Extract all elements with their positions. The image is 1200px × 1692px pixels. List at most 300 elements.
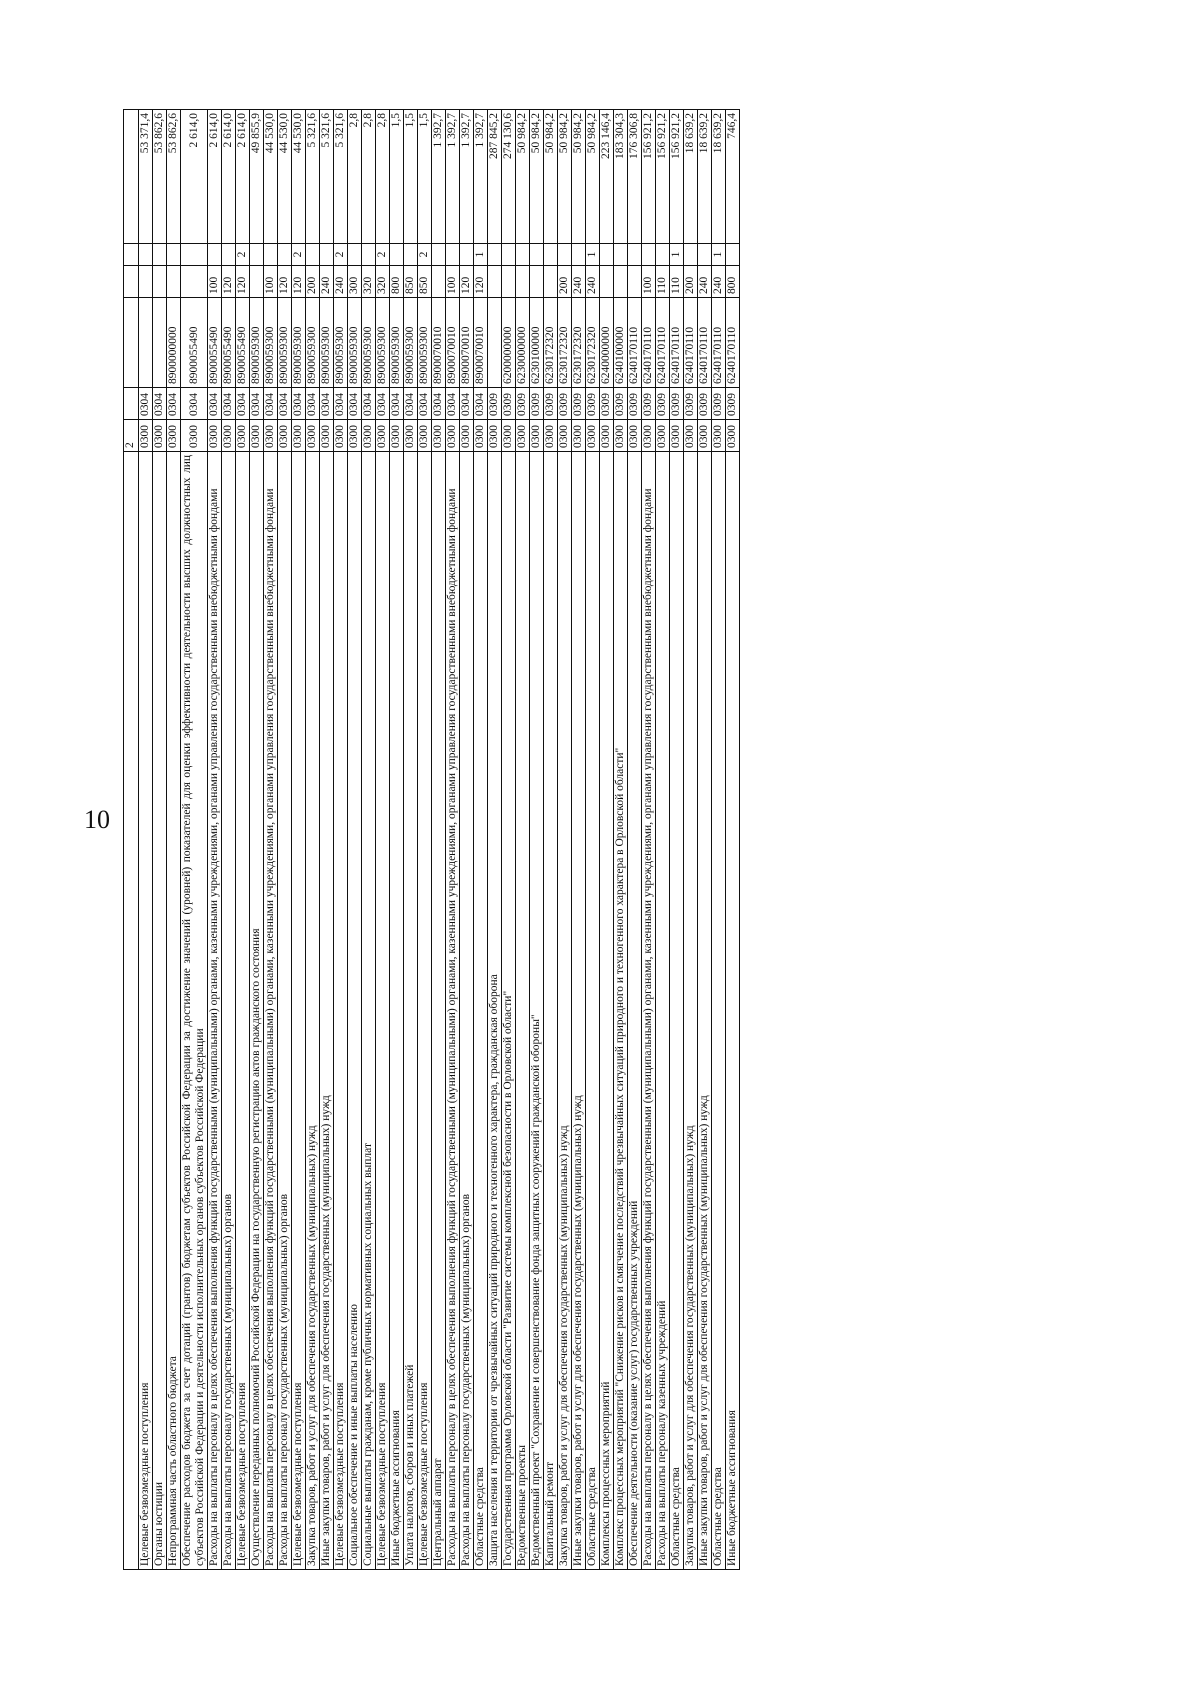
- table-row: [348, 110, 362, 1570]
- row-sum-cell: 5 321,6: [320, 110, 334, 244]
- row-section-cell: 0300: [432, 420, 446, 452]
- row-vr-cell: 800: [726, 266, 740, 298]
- row-mark-cell: [502, 244, 516, 266]
- row-sum-cell: 183 304,3: [614, 110, 628, 244]
- row-csr-cell: 8900055490: [236, 298, 250, 388]
- row-name-cell: Обеспечение деятельности (оказание услуг) государственных учреждений: [628, 452, 642, 1570]
- row-subsection-cell: 0309: [600, 388, 614, 420]
- row-csr-cell: 8900055490: [222, 298, 236, 388]
- row-subsection-cell: 0304: [390, 388, 404, 420]
- row-sum-cell: 1 392,7: [446, 110, 460, 244]
- row-vr-cell: [250, 266, 264, 298]
- row-mark-cell: [600, 244, 614, 266]
- row-section-cell: 0300: [544, 420, 558, 452]
- row-subsection-cell: 0304: [264, 388, 278, 420]
- row-mark-cell: [684, 244, 698, 266]
- row-section-cell: 0300: [348, 420, 362, 452]
- row-section-cell: 0300: [250, 420, 264, 452]
- row-subsection-cell: 0309: [656, 388, 670, 420]
- table-row: [418, 110, 432, 1570]
- row-section-cell: 0300: [600, 420, 614, 452]
- row-mark-cell: [446, 244, 460, 266]
- row-sum-cell: 746,4: [726, 110, 740, 244]
- row-vr-cell: 850: [404, 266, 418, 298]
- row-csr-cell: 6240000000: [600, 298, 614, 388]
- row-sum-cell: 2 614,0: [181, 110, 208, 244]
- row-sum-cell: 1,5: [404, 110, 418, 244]
- row-subsection-cell: 0304: [278, 388, 292, 420]
- row-sum-cell: 50 984,2: [558, 110, 572, 244]
- row-mark-cell: 2: [334, 244, 348, 266]
- row-vr-cell: 110: [670, 266, 684, 298]
- row-csr-cell: 8900070010: [432, 298, 446, 388]
- row-sum-cell: 44 530,0: [264, 110, 278, 244]
- row-subsection-cell: 0304: [362, 388, 376, 420]
- row-vr-cell: [530, 266, 544, 298]
- row-sum-cell: 18 639,2: [698, 110, 712, 244]
- row-sum-cell: 50 984,2: [544, 110, 558, 244]
- row-subsection-cell: 0309: [558, 388, 572, 420]
- row-subsection-cell: 0309: [698, 388, 712, 420]
- table-row: [628, 110, 642, 1570]
- row-section-cell: 0300: [628, 420, 642, 452]
- row-subsection-cell: 0309: [488, 388, 502, 420]
- table-row: [446, 110, 460, 1570]
- row-mark-cell: 2: [236, 244, 250, 266]
- row-sum-cell: 2 614,0: [236, 110, 250, 244]
- row-mark-cell: [516, 244, 530, 266]
- row-vr-cell: [139, 266, 153, 298]
- row-subsection-cell: 0309: [628, 388, 642, 420]
- row-name-cell: Закупка товаров, работ и услуг для обеспечения государственных (муниципальных) нужд: [684, 452, 698, 1570]
- row-csr-cell: 8900070010: [446, 298, 460, 388]
- row-sum-cell: 53 371,4: [139, 110, 153, 244]
- row-name-cell: Расходы на выплаты персоналу государственных (муниципальных) органов: [222, 452, 236, 1570]
- row-vr-cell: 240: [712, 266, 726, 298]
- row-csr-cell: 8900059300: [264, 298, 278, 388]
- row-vr-cell: 120: [460, 266, 474, 298]
- row-csr-cell: 6240170110: [628, 298, 642, 388]
- row-subsection-cell: 0304: [236, 388, 250, 420]
- row-subsection-cell: 0304: [153, 388, 167, 420]
- row-subsection-cell: 0309: [572, 388, 586, 420]
- row-csr-cell: 8900000000: [167, 298, 181, 388]
- row-csr-cell: 8900055490: [181, 298, 208, 388]
- row-csr-cell: [153, 298, 167, 388]
- row-vr-cell: 100: [264, 266, 278, 298]
- row-mark-cell: 2: [376, 244, 390, 266]
- row-vr-cell: [153, 266, 167, 298]
- row-mark-cell: [167, 244, 181, 266]
- row-section-cell: 0300: [460, 420, 474, 452]
- row-section-cell: 0300: [334, 420, 348, 452]
- table-row: [376, 110, 390, 1570]
- row-vr-cell: [167, 266, 181, 298]
- row-name-cell: Областные средства: [586, 452, 600, 1570]
- row-vr-cell: 110: [656, 266, 670, 298]
- row-subsection-cell: 0304: [348, 388, 362, 420]
- row-sum-cell: 156 921,2: [642, 110, 656, 244]
- row-sum-cell: 287 845,2: [488, 110, 502, 244]
- header-name-cell: [124, 452, 139, 1570]
- table-row: [460, 110, 474, 1570]
- row-csr-cell: 6230172320: [558, 298, 572, 388]
- table-row: [139, 110, 153, 1570]
- row-subsection-cell: 0309: [586, 388, 600, 420]
- row-name-cell: Расходы на выплаты персоналу казенных учреждений: [656, 452, 670, 1570]
- row-vr-cell: 120: [236, 266, 250, 298]
- row-vr-cell: 800: [390, 266, 404, 298]
- row-vr-cell: 240: [320, 266, 334, 298]
- row-vr-cell: [488, 266, 502, 298]
- row-name-cell: Центральный аппарат: [432, 452, 446, 1570]
- row-name-cell: Расходы на выплаты персоналу в целях обеспечения выполнения функций государственными (муниципальными) органами, казенными учреждениями, органами управления государственными внебюджетными фондами: [208, 452, 222, 1570]
- row-section-cell: 0300: [222, 420, 236, 452]
- row-sum-cell: 53 862,6: [153, 110, 167, 244]
- table-row: [250, 110, 264, 1570]
- row-mark-cell: [642, 244, 656, 266]
- row-section-cell: 0300: [264, 420, 278, 452]
- row-subsection-cell: 0304: [292, 388, 306, 420]
- row-section-cell: 0300: [292, 420, 306, 452]
- row-name-cell: Уплата налогов, сборов и иных платежей: [404, 452, 418, 1570]
- row-name-cell: Обеспечение расходов бюджета за счет дотаций (грантов) бюджетам субъектов Российской Федерации за достижение значений (уровней) показателей для оценки эффективности деятельности высших должностных лиц субъектов Российской Федерации и деятельности исполнительных органов субъектов Российской Федерации: [181, 452, 208, 1570]
- row-mark-cell: [278, 244, 292, 266]
- row-sum-cell: 18 639,2: [712, 110, 726, 244]
- table-row: [586, 110, 600, 1570]
- row-section-cell: 0300: [278, 420, 292, 452]
- row-vr-cell: 120: [292, 266, 306, 298]
- table-row: [306, 110, 320, 1570]
- row-section-cell: 0300: [642, 420, 656, 452]
- row-name-cell: Целевые безвозмездные поступления: [334, 452, 348, 1570]
- row-section-cell: 0300: [306, 420, 320, 452]
- table-row: [181, 110, 208, 1570]
- row-mark-cell: [404, 244, 418, 266]
- row-subsection-cell: 0304: [208, 388, 222, 420]
- row-section-cell: 0300: [167, 420, 181, 452]
- row-mark-cell: [306, 244, 320, 266]
- row-section-cell: 0300: [516, 420, 530, 452]
- row-subsection-cell: 0304: [460, 388, 474, 420]
- row-name-cell: Закупка товаров, работ и услуг для обеспечения государственных (муниципальных) нужд: [306, 452, 320, 1570]
- row-mark-cell: [432, 244, 446, 266]
- row-sum-cell: 44 530,0: [278, 110, 292, 244]
- row-mark-cell: [698, 244, 712, 266]
- row-sum-cell: 274 130,6: [502, 110, 516, 244]
- row-vr-cell: 200: [306, 266, 320, 298]
- row-vr-cell: 240: [334, 266, 348, 298]
- row-vr-cell: 100: [208, 266, 222, 298]
- row-subsection-cell: 0304: [167, 388, 181, 420]
- row-vr-cell: [628, 266, 642, 298]
- budget-table: [123, 109, 740, 1570]
- row-section-cell: 0300: [236, 420, 250, 452]
- row-sum-cell: 2,8: [348, 110, 362, 244]
- table-row: [208, 110, 222, 1570]
- row-sum-cell: 2 614,0: [208, 110, 222, 244]
- row-name-cell: Защита населения и территории от чрезвычайных ситуаций природного и техногенного характера, гражданская оборона: [488, 452, 502, 1570]
- table-row: [712, 110, 726, 1570]
- table-row: [153, 110, 167, 1570]
- row-vr-cell: 320: [362, 266, 376, 298]
- row-subsection-cell: 0309: [712, 388, 726, 420]
- row-name-cell: Расходы на выплаты персоналу в целях обеспечения выполнения функций государственными (муниципальными) органами, казенными учреждениями, органами управления государственными внебюджетными фондами: [264, 452, 278, 1570]
- row-name-cell: Государственная программа Орловской области "Развитие системы комплексной безопасности в Орловской области": [502, 452, 516, 1570]
- row-section-cell: 0300: [446, 420, 460, 452]
- row-csr-cell: 6240170110: [684, 298, 698, 388]
- row-name-cell: Органы юстиции: [153, 452, 167, 1570]
- row-csr-cell: 8900059300: [362, 298, 376, 388]
- row-vr-cell: 100: [642, 266, 656, 298]
- row-subsection-cell: 0309: [642, 388, 656, 420]
- row-mark-cell: [153, 244, 167, 266]
- row-section-cell: 0300: [139, 420, 153, 452]
- row-sum-cell: 5 321,6: [334, 110, 348, 244]
- table-row: [544, 110, 558, 1570]
- row-name-cell: Целевые безвозмездные поступления: [139, 452, 153, 1570]
- row-sum-cell: 53 862,6: [167, 110, 181, 244]
- row-subsection-cell: 0309: [530, 388, 544, 420]
- row-csr-cell: 8900059300: [292, 298, 306, 388]
- row-vr-cell: 850: [418, 266, 432, 298]
- row-csr-cell: 8900059300: [390, 298, 404, 388]
- table-row: [432, 110, 446, 1570]
- row-mark-cell: 1: [474, 244, 488, 266]
- row-section-cell: 0300: [572, 420, 586, 452]
- row-sum-cell: 2,8: [362, 110, 376, 244]
- row-name-cell: Областные средства: [474, 452, 488, 1570]
- row-csr-cell: 8900070010: [474, 298, 488, 388]
- row-sum-cell: 1 392,7: [474, 110, 488, 244]
- row-csr-cell: 6240100000: [614, 298, 628, 388]
- row-mark-cell: [460, 244, 474, 266]
- row-csr-cell: 8900059300: [334, 298, 348, 388]
- row-subsection-cell: 0309: [670, 388, 684, 420]
- row-mark-cell: 1: [586, 244, 600, 266]
- row-vr-cell: [544, 266, 558, 298]
- row-name-cell: Иные закупки товаров, работ и услуг для обеспечения государственных (муниципальных) нужд: [320, 452, 334, 1570]
- table-row: [167, 110, 181, 1570]
- header-csr-cell: [124, 298, 139, 388]
- row-csr-cell: 6240170110: [656, 298, 670, 388]
- row-vr-cell: 120: [222, 266, 236, 298]
- row-section-cell: 0300: [684, 420, 698, 452]
- table-row: [334, 110, 348, 1570]
- row-csr-cell: 6230172320: [544, 298, 558, 388]
- row-mark-cell: 2: [418, 244, 432, 266]
- row-mark-cell: 2: [292, 244, 306, 266]
- row-section-cell: 0300: [404, 420, 418, 452]
- row-sum-cell: 1,5: [390, 110, 404, 244]
- row-subsection-cell: 0304: [139, 388, 153, 420]
- row-section-cell: 0300: [502, 420, 516, 452]
- row-subsection-cell: 0304: [376, 388, 390, 420]
- row-vr-cell: [502, 266, 516, 298]
- row-sum-cell: 1 392,7: [460, 110, 474, 244]
- row-mark-cell: [362, 244, 376, 266]
- row-vr-cell: [614, 266, 628, 298]
- row-section-cell: 0300: [712, 420, 726, 452]
- table-row: [362, 110, 376, 1570]
- row-csr-cell: 6240170110: [712, 298, 726, 388]
- row-mark-cell: [250, 244, 264, 266]
- row-name-cell: Капитальный ремонт: [544, 452, 558, 1570]
- row-subsection-cell: 0304: [320, 388, 334, 420]
- row-name-cell: Областные средства: [712, 452, 726, 1570]
- table-row: [558, 110, 572, 1570]
- row-name-cell: Расходы на выплаты персоналу государственных (муниципальных) органов: [278, 452, 292, 1570]
- row-mark-cell: [488, 244, 502, 266]
- table-row: [698, 110, 712, 1570]
- row-csr-cell: 8900059300: [376, 298, 390, 388]
- row-name-cell: Иные закупки товаров, работ и услуг для обеспечения государственных (муниципальных) нужд: [698, 452, 712, 1570]
- row-section-cell: 0300: [208, 420, 222, 452]
- row-vr-cell: 320: [376, 266, 390, 298]
- row-csr-cell: 6240170110: [642, 298, 656, 388]
- row-mark-cell: [726, 244, 740, 266]
- row-mark-cell: 1: [712, 244, 726, 266]
- row-subsection-cell: 0309: [516, 388, 530, 420]
- row-name-cell: Областные средства: [670, 452, 684, 1570]
- row-sum-cell: 1,5: [418, 110, 432, 244]
- row-sum-cell: 2,8: [376, 110, 390, 244]
- row-sum-cell: 1 392,7: [432, 110, 446, 244]
- row-mark-cell: [558, 244, 572, 266]
- row-mark-cell: 1: [670, 244, 684, 266]
- row-section-cell: 0300: [181, 420, 208, 452]
- row-csr-cell: 6240170110: [670, 298, 684, 388]
- row-csr-cell: 8900059300: [306, 298, 320, 388]
- row-csr-cell: 8900055490: [208, 298, 222, 388]
- header-mark-cell: [124, 244, 139, 266]
- row-sum-cell: 18 639,2: [684, 110, 698, 244]
- row-name-cell: Социальные выплаты гражданам, кроме публичных нормативных социальных выплат: [362, 452, 376, 1570]
- table-row: [684, 110, 698, 1570]
- row-vr-cell: 200: [684, 266, 698, 298]
- row-subsection-cell: 0304: [418, 388, 432, 420]
- row-section-cell: 0300: [474, 420, 488, 452]
- row-section-cell: 0300: [726, 420, 740, 452]
- table-row: [264, 110, 278, 1570]
- row-section-cell: 0300: [530, 420, 544, 452]
- row-subsection-cell: 0304: [404, 388, 418, 420]
- row-sum-cell: 5 321,6: [306, 110, 320, 244]
- row-sum-cell: 2 614,0: [222, 110, 236, 244]
- row-name-cell: Иные бюджетные ассигнования: [726, 452, 740, 1570]
- header-subsection-cell: [124, 388, 139, 420]
- row-name-cell: Иные закупки товаров, работ и услуг для обеспечения государственных (муниципальных) нужд: [572, 452, 586, 1570]
- row-name-cell: Закупка товаров, работ и услуг для обеспечения государственных (муниципальных) нужд: [558, 452, 572, 1570]
- header-section-cell: 2: [124, 420, 139, 452]
- table-row: [656, 110, 670, 1570]
- row-vr-cell: [516, 266, 530, 298]
- row-section-cell: 0300: [320, 420, 334, 452]
- row-mark-cell: [572, 244, 586, 266]
- header-sum-cell: [124, 110, 139, 244]
- row-name-cell: Целевые безвозмездные поступления: [418, 452, 432, 1570]
- table-row: [404, 110, 418, 1570]
- row-subsection-cell: 0304: [250, 388, 264, 420]
- row-sum-cell: 50 984,2: [586, 110, 600, 244]
- row-name-cell: Расходы на выплаты персоналу в целях обеспечения выполнения функций государственными (муниципальными) органами, казенными учреждениями, органами управления государственными внебюджетными фондами: [642, 452, 656, 1570]
- row-sum-cell: 223 146,4: [600, 110, 614, 244]
- table-header-row: [124, 110, 139, 1570]
- row-section-cell: 0300: [614, 420, 628, 452]
- table-row: [278, 110, 292, 1570]
- row-mark-cell: [264, 244, 278, 266]
- row-section-cell: 0300: [153, 420, 167, 452]
- row-csr-cell: [488, 298, 502, 388]
- row-section-cell: 0300: [558, 420, 572, 452]
- row-vr-cell: 240: [698, 266, 712, 298]
- row-sum-cell: 49 855,9: [250, 110, 264, 244]
- row-section-cell: 0300: [698, 420, 712, 452]
- row-subsection-cell: 0309: [614, 388, 628, 420]
- row-csr-cell: 6200000000: [502, 298, 516, 388]
- row-vr-cell: 240: [586, 266, 600, 298]
- row-sum-cell: 50 984,2: [572, 110, 586, 244]
- row-name-cell: Ведомственный проект "Сохранение и совершенствование фонда защитных сооружений гражданской обороны": [530, 452, 544, 1570]
- row-vr-cell: 300: [348, 266, 362, 298]
- table-row: [642, 110, 656, 1570]
- table-row: [572, 110, 586, 1570]
- row-csr-cell: 6230100000: [530, 298, 544, 388]
- row-mark-cell: [181, 244, 208, 266]
- row-csr-cell: 8900059300: [278, 298, 292, 388]
- row-name-cell: Комплексы процессных мероприятий: [600, 452, 614, 1570]
- row-subsection-cell: 0309: [502, 388, 516, 420]
- row-sum-cell: 44 530,0: [292, 110, 306, 244]
- row-name-cell: Ведомственные проекты: [516, 452, 530, 1570]
- row-mark-cell: [390, 244, 404, 266]
- row-mark-cell: [544, 244, 558, 266]
- row-csr-cell: 6230000000: [516, 298, 530, 388]
- row-csr-cell: 8900070010: [460, 298, 474, 388]
- row-mark-cell: [628, 244, 642, 266]
- row-csr-cell: 6240170110: [726, 298, 740, 388]
- row-subsection-cell: 0304: [222, 388, 236, 420]
- row-name-cell: Иные бюджетные ассигнования: [390, 452, 404, 1570]
- budget-table-wrapper: [123, 110, 740, 1570]
- table-row: [670, 110, 684, 1570]
- row-subsection-cell: 0309: [544, 388, 558, 420]
- table-row: [222, 110, 236, 1570]
- row-mark-cell: [139, 244, 153, 266]
- row-mark-cell: [348, 244, 362, 266]
- row-vr-cell: 240: [572, 266, 586, 298]
- row-section-cell: 0300: [390, 420, 404, 452]
- row-mark-cell: [530, 244, 544, 266]
- table-row: [600, 110, 614, 1570]
- row-mark-cell: [222, 244, 236, 266]
- row-subsection-cell: 0304: [334, 388, 348, 420]
- row-vr-cell: [181, 266, 208, 298]
- table-row: [474, 110, 488, 1570]
- table-row: [236, 110, 250, 1570]
- row-csr-cell: 6230172320: [572, 298, 586, 388]
- table-row: [390, 110, 404, 1570]
- row-csr-cell: 8900059300: [404, 298, 418, 388]
- row-vr-cell: 120: [474, 266, 488, 298]
- row-mark-cell: [656, 244, 670, 266]
- row-section-cell: 0300: [656, 420, 670, 452]
- row-subsection-cell: 0309: [684, 388, 698, 420]
- row-vr-cell: 120: [278, 266, 292, 298]
- row-section-cell: 0300: [362, 420, 376, 452]
- row-section-cell: 0300: [670, 420, 684, 452]
- budget-table-body: [124, 110, 740, 1570]
